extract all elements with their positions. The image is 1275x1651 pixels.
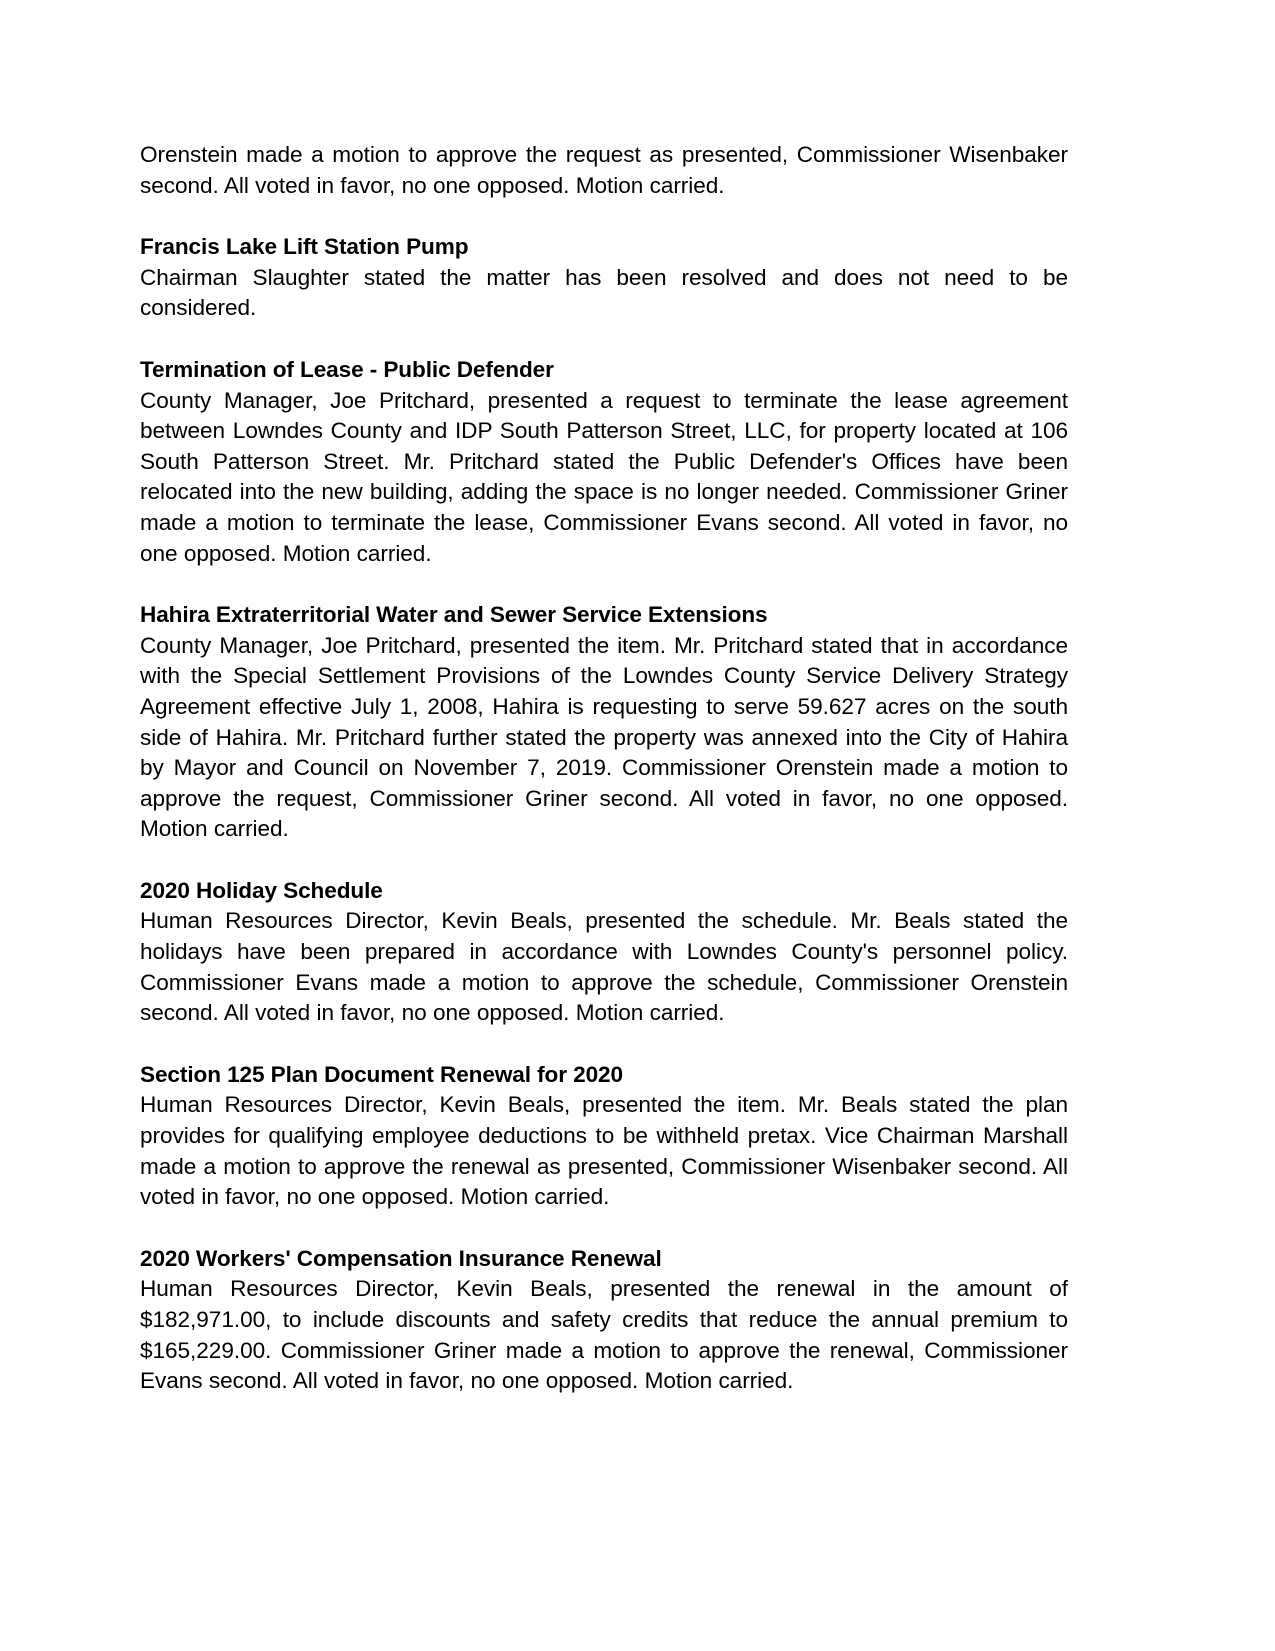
heading-termination-of-lease-public-defender: Termination of Lease - Public Defender [140,356,554,382]
section-spacer [140,1213,1068,1244]
paragraph-continued-motion: Orenstein made a motion to approve the request as presented, Commissioner Wisenbaker second. All voted in favor, no one opposed. Motion carried. [140,142,1068,198]
section-spacer [140,569,1068,600]
paragraph-2020-holiday-schedule: Human Resources Director, Kevin Beals, presented the schedule. Mr. Beals stated the holidays have been prepared in accordance with Lowndes County's personnel policy. Commissioner Evans made a motion to approve the schedule, Commissioner Orenstein second. All voted in favor, no one opposed. Motion carried. [140,908,1068,1026]
heading-hahira-extraterritorial-water-and-sewer-service-extensions: Hahira Extraterritorial Water and Sewer Service Extensions [140,602,768,628]
heading-2020-workers-compensation-insurance-renewal: 2020 Workers' Compensation Insurance Renewal [140,1245,662,1271]
paragraph-section-125-plan-document-renewal-for-2020: Human Resources Director, Kevin Beals, presented the item. Mr. Beals stated the plan provides for qualifying employee deductions to be withheld pretax. Vice Chairman Marshall made a motion to approve the renewal as presented, Commissioner Wisenbaker second. All voted in favor, no one opposed. Motion carried. [140,1092,1068,1210]
paragraph-2020-workers-compensation-insurance-renewal: Human Resources Director, Kevin Beals, presented the renewal in the amount of $182,971.00, to include discounts and safety credits that reduce the annual premium to $165,229.00. Commissioner Griner made a motion to approve the renewal, Commissioner Evans second. All voted in favor, no one opposed. Motion carried. [140,1276,1068,1394]
section-spacer [140,324,1068,355]
section-spacer [140,201,1068,232]
paragraph-francis-lake-lift-station-pump: Chairman Slaughter stated the matter has been resolved and does not need to be considered. [140,264,1068,321]
paragraph-hahira-extraterritorial-water-and-sewer-service-extensions: County Manager, Joe Pritchard, presented the item. Mr. Pritchard stated that in accordance with the Special Settlement Provisions of the Lowndes County Service Delivery Strategy Agreement effective July 1, 2008, Hahira is requesting to serve 59.627 acres on the south side of Hahira. Mr. Pritchard further stated the property was annexed into the City of Hahira by Mayor and Council on November 7, 2019. Commissioner Orenstein made a motion to approve the request, Commissioner Griner second. All voted in favor, no one opposed. Motion carried. [140,632,1068,842]
paragraph-termination-of-lease-public-defender: County Manager, Joe Pritchard, presented a request to terminate the lease agreement between Lowndes County and IDP South Patterson Street, LLC, for property located at 106 South Patterson Street. Mr. Pritchard stated the Public Defender's Offices have been relocated into the new building, adding the space is no longer needed. Commissioner Griner made a motion to terminate the lease, Commissioner Evans second. All voted in favor, no one opposed. Motion carried. [140,387,1068,566]
heading-francis-lake-lift-station-pump: Francis Lake Lift Station Pump [140,234,469,260]
section-spacer [140,845,1068,876]
heading-section-125-plan-document-renewal-for-2020: Section 125 Plan Document Renewal for 2020 [140,1061,623,1087]
document-body [140,140,1068,1397]
section-spacer [140,1029,1068,1060]
heading-2020-holiday-schedule: 2020 Holiday Schedule [140,877,383,903]
